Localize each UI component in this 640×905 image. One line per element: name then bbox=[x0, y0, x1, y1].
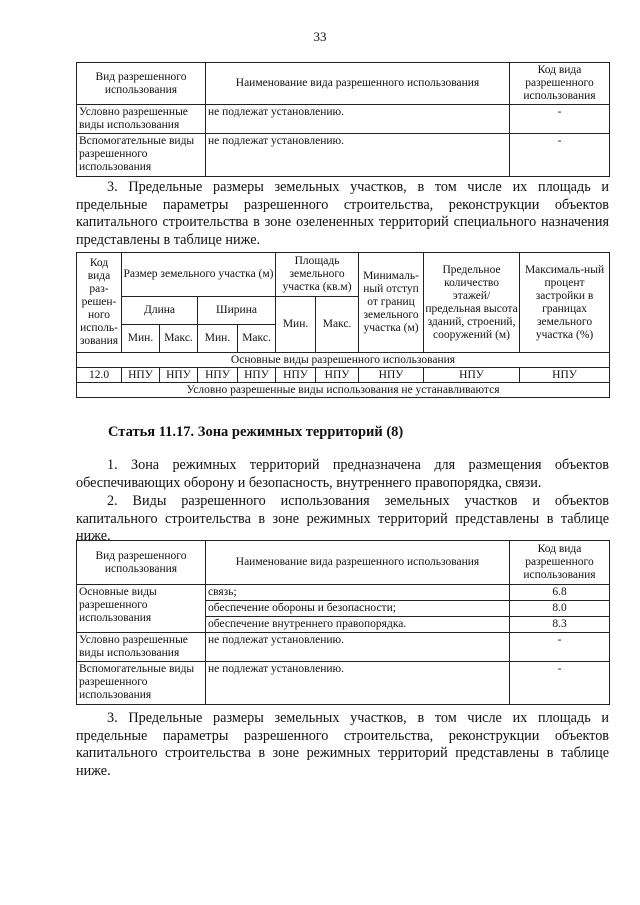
header-percent: Максималь-ный процент застройки в границах земельного участка (%) bbox=[520, 253, 610, 353]
header-use-name: Наименование вида разрешенного использования bbox=[206, 541, 510, 585]
header-indent: Минималь-ный отступ от границ земельного участка (м) bbox=[359, 253, 424, 353]
cell-code: 12.0 bbox=[77, 368, 122, 383]
row-code: - bbox=[510, 662, 610, 705]
cell-value: НПУ bbox=[424, 368, 520, 383]
row-name: не подлежат установлению. bbox=[206, 134, 510, 177]
row-name: связь; bbox=[206, 585, 510, 601]
header-use-type: Вид разрешенного использования bbox=[77, 541, 206, 585]
cell-value: НПУ bbox=[359, 368, 424, 383]
cell-value: НПУ bbox=[122, 368, 160, 383]
header-width-min: Мин. bbox=[198, 325, 238, 353]
page-number: 33 bbox=[313, 29, 327, 44]
paragraph-limits-regime-zone: 3. Предельные размеры земельных участков, в том числе их площадь и предельные параметры разрешенного строительства, реконструкции объектов капитального строительства в зоне режимных территорий представлены в таблице ниже. bbox=[76, 710, 609, 779]
header-length-min: Мин. bbox=[122, 325, 160, 353]
paragraph-zone-purpose: 1. Зона режимных территорий предназначена для размещения объектов обеспечивающих оборону и безопасность, внутреннего правопорядка, связи. bbox=[76, 457, 609, 491]
cell-value: НПУ bbox=[520, 368, 610, 383]
cell-value: НПУ bbox=[276, 368, 316, 383]
header-use-code: Код вида разрешенного использования bbox=[510, 541, 610, 585]
header-use-code: Код вида разрешенного использования bbox=[510, 63, 610, 105]
row-code: - bbox=[510, 633, 610, 662]
row-type: Условно разрешенные виды использования bbox=[77, 633, 206, 662]
cell-value: НПУ bbox=[238, 368, 276, 383]
row-type: Вспомогательные виды разрешенного использования bbox=[77, 662, 206, 705]
header-code: Код вида раз-решен-ного исполь-зования bbox=[77, 253, 122, 353]
cell-value: НПУ bbox=[160, 368, 198, 383]
header-area: Площадь земельного участка (кв.м) bbox=[276, 253, 359, 297]
header-length: Длина bbox=[122, 297, 198, 325]
row-type: Основные виды разрешенного использования bbox=[77, 585, 206, 633]
paragraph-limits-green-zone: 3. Предельные размеры земельных участков, в том числе их площадь и предельные параметры разрешенного строительства, реконструкции объектов капитального строительства в зоне озелененных территорий специального назначения представлены в таблице ниже. bbox=[76, 179, 609, 248]
cell-value: НПУ bbox=[316, 368, 359, 383]
header-width: Ширина bbox=[198, 297, 276, 325]
row-name: не подлежат установлению. bbox=[206, 105, 510, 134]
row-code: 6.8 bbox=[510, 585, 610, 601]
row-type: Условно разрешенные виды использования bbox=[77, 105, 206, 134]
conditional-uses-label: Условно разрешенные виды использования не устанавливаются bbox=[77, 383, 610, 398]
cell-value: НПУ bbox=[198, 368, 238, 383]
row-name: не подлежат установлению. bbox=[206, 633, 510, 662]
article-heading: Статья 11.17. Зона режимных территорий (8) bbox=[108, 424, 404, 440]
row-name: обеспечение обороны и безопасности; bbox=[206, 601, 510, 617]
header-area-max: Макс. bbox=[316, 297, 359, 353]
header-width-max: Макс. bbox=[238, 325, 276, 353]
header-length-max: Макс. bbox=[160, 325, 198, 353]
header-size: Размер земельного участка (м) bbox=[122, 253, 276, 297]
row-code: 8.3 bbox=[510, 617, 610, 633]
paragraph-permitted-uses: 2. Виды разрешенного использования земельных участков и объектов капитального строительства в зоне режимных территорий представлены в таблице ниже. bbox=[76, 493, 609, 544]
row-code: - bbox=[510, 134, 610, 177]
row-code: 8.0 bbox=[510, 601, 610, 617]
permitted-use-table-2 bbox=[76, 540, 610, 705]
row-type: Вспомогательные виды разрешенного использования bbox=[77, 134, 206, 177]
row-code: - bbox=[510, 105, 610, 134]
header-floors: Предельное количество этажей/ предельная высота зданий, строений, сооружений (м) bbox=[424, 253, 520, 353]
header-area-min: Мин. bbox=[276, 297, 316, 353]
row-name: обеспечение внутреннего правопорядка. bbox=[206, 617, 510, 633]
row-name: не подлежат установлению. bbox=[206, 662, 510, 705]
header-use-name: Наименование вида разрешенного использования bbox=[206, 63, 510, 105]
limits-table bbox=[76, 252, 610, 398]
main-uses-label: Основные виды разрешенного использования bbox=[77, 353, 610, 368]
header-use-type: Вид разрешенного использования bbox=[77, 63, 206, 105]
permitted-use-table-1 bbox=[76, 62, 610, 177]
